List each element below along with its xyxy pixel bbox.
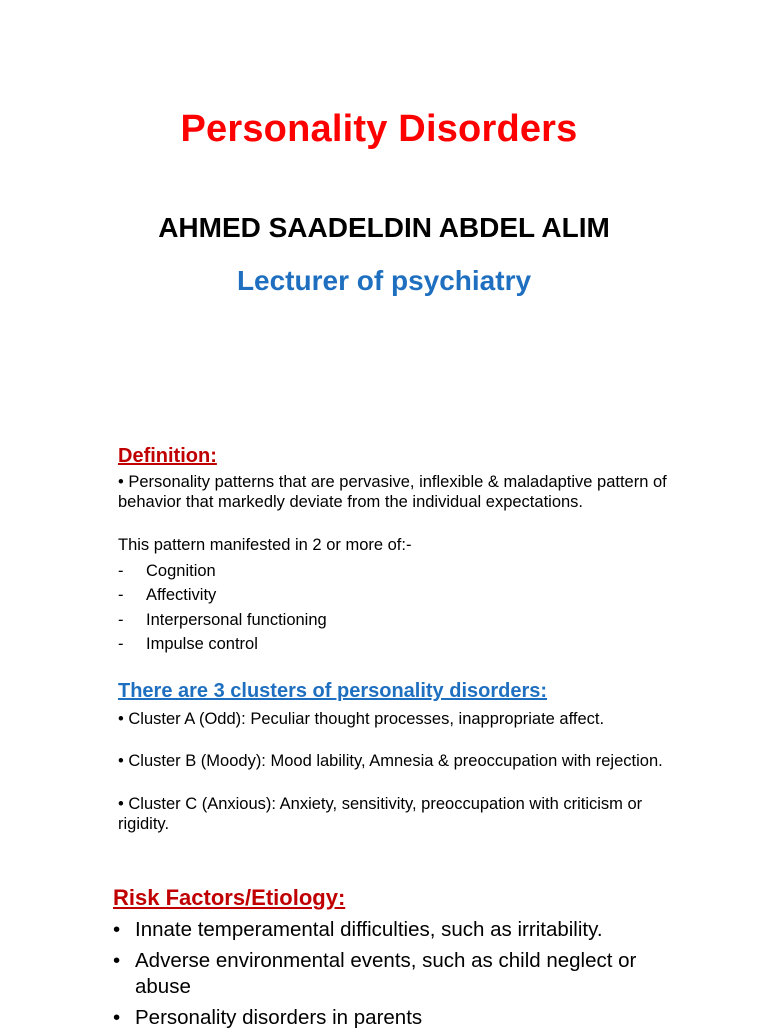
list-item: - Interpersonal functioning: [118, 610, 327, 629]
list-item: • Innate temperamental difficulties, such as irritability.: [113, 918, 603, 941]
list-item: • Adverse environmental events, such as child neglect or abuse: [113, 949, 637, 998]
bullet-icon: •: [113, 1006, 121, 1029]
page-title: Personality Disorders: [180, 108, 578, 150]
list-item: - Cognition: [118, 562, 216, 580]
list-item: • Personality disorders in parents: [113, 1006, 423, 1029]
definition-list: [118, 559, 327, 656]
cluster-item: • Cluster B (Moody): Mood lability, Amnesia & preoccupation with rejection.: [118, 752, 663, 770]
cluster-item: • Cluster A (Odd): Peculiar thought processes, inappropriate affect.: [118, 710, 605, 728]
definition-heading: Definition:: [118, 445, 217, 467]
author-name: AHMED SAADELDIN ABDEL ALIM: [158, 212, 610, 243]
list-item: - Impulse control: [118, 634, 258, 653]
bullet-icon: •: [113, 918, 121, 941]
author-role: Lecturer of psychiatry: [236, 265, 532, 296]
risk-heading: Risk Factors/Etiology:: [113, 885, 346, 910]
bullet-icon: •: [113, 949, 121, 972]
list-item: - Affectivity: [118, 586, 217, 605]
cluster-item: • Cluster C (Anxious): Anxiety, sensitivity, preoccupation with criticism or rigidity.: [118, 795, 643, 833]
definition-text: • Personality patterns that are pervasive, inflexible & maladaptive pattern of behavior that markedly deviate from the individual expectations.: [118, 473, 667, 511]
risk-list: [113, 917, 693, 1036]
clusters-heading: There are 3 clusters of personality disorders:: [118, 680, 548, 702]
definition-intro: This pattern manifested in 2 or more of:-: [118, 536, 412, 554]
